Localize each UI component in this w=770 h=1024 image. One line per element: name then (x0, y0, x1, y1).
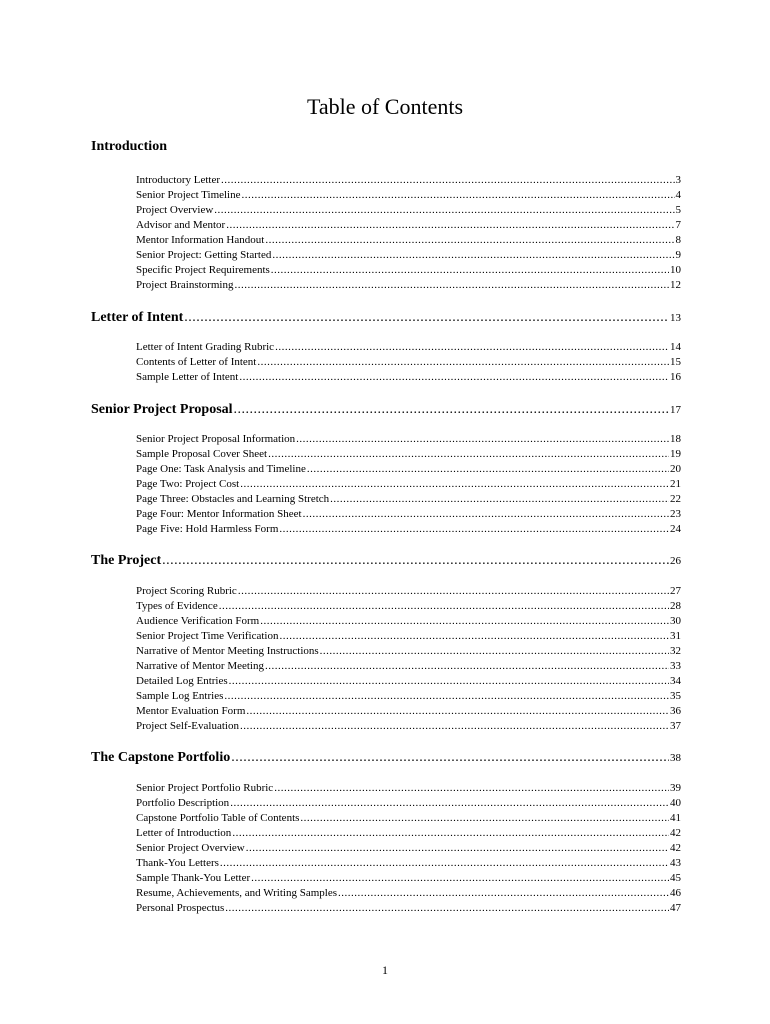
dot-leader (296, 432, 669, 447)
toc-entry-page: 35 (670, 690, 681, 702)
toc-entry-label: Capstone Portfolio Table of Contents (136, 812, 300, 824)
toc-entry-page: 41 (670, 812, 681, 824)
dot-leader (238, 584, 669, 599)
toc-entry-page: 16 (670, 371, 681, 383)
section-heading-label: The Project (91, 553, 162, 568)
toc-entry[interactable] (136, 355, 681, 370)
toc-entry-label: Sample Log Entries (136, 690, 224, 702)
toc-entry-label: Sample Letter of Intent (136, 371, 239, 383)
toc-entry-page: 46 (670, 887, 681, 899)
toc-entry-label: Senior Project Portfolio Rubric (136, 782, 274, 794)
toc-entry-page: 8 (675, 234, 681, 246)
toc-entry[interactable] (136, 614, 681, 629)
toc-entry[interactable] (136, 886, 681, 901)
toc-entry-page: 47 (670, 902, 681, 914)
toc-entry-page: 43 (670, 857, 681, 869)
dot-leader (251, 871, 669, 886)
toc-entry[interactable] (136, 841, 681, 856)
dot-leader (232, 826, 669, 841)
toc-entry-label: Narrative of Mentor Meeting (136, 660, 264, 672)
toc-entry-page: 27 (670, 585, 681, 597)
toc-entry[interactable] (136, 492, 681, 507)
section-heading-label: Letter of Intent (91, 310, 184, 325)
toc-entry[interactable] (136, 826, 681, 841)
toc-entry[interactable] (136, 203, 681, 218)
toc-entry[interactable] (136, 370, 681, 385)
dot-leader (330, 492, 669, 507)
section-heading-introduction: Introduction (91, 139, 167, 154)
toc-entry-page: 5 (675, 204, 681, 216)
toc-entry-page: 36 (670, 705, 681, 717)
dot-leader (320, 644, 669, 659)
toc-entry-page: 18 (670, 433, 681, 445)
dot-leader (274, 781, 669, 796)
toc-entry-label: Mentor Information Handout (136, 234, 265, 246)
dot-leader (265, 233, 674, 248)
toc-entry-page: 12 (670, 279, 681, 291)
toc-entry-page: 4 (675, 189, 681, 201)
toc-entry-page: 45 (670, 872, 681, 884)
toc-entry-page: 22 (670, 493, 681, 505)
dot-leader (229, 674, 669, 689)
toc-entry-page: 24 (670, 523, 681, 535)
toc-entry-label: Senior Project Overview (136, 842, 245, 854)
dot-leader (271, 263, 669, 278)
toc-entry[interactable] (136, 629, 681, 644)
dot-leader (303, 507, 669, 522)
toc-entry-page: 39 (670, 782, 681, 794)
toc-entry[interactable] (136, 704, 681, 719)
toc-entry-page: 37 (670, 720, 681, 732)
toc-entry-label: Page Five: Hold Harmless Form (136, 523, 279, 535)
toc-entry-label: Types of Evidence (136, 600, 218, 612)
toc-entry-label: Project Brainstorming (136, 279, 234, 291)
toc-entry[interactable] (136, 689, 681, 704)
toc-entry-page: 15 (670, 356, 681, 368)
dot-leader (226, 218, 674, 233)
dot-leader (240, 719, 669, 734)
dot-leader (240, 477, 669, 492)
section-heading-senior-project-proposal[interactable] (91, 401, 681, 419)
dot-leader (265, 659, 669, 674)
toc-entry-label: Project Scoring Rubric (136, 585, 237, 597)
toc-entry-page: 19 (670, 448, 681, 460)
toc-entry-page: 33 (670, 660, 681, 672)
dot-leader (184, 309, 669, 327)
toc-entry[interactable] (136, 188, 681, 203)
toc-entry[interactable] (136, 599, 681, 614)
toc-entry[interactable] (136, 522, 681, 537)
toc-entry-label: Personal Prospectus (136, 902, 225, 914)
toc-entry[interactable] (136, 233, 681, 248)
section-heading-page: 13 (670, 312, 681, 324)
toc-entry-label: Introductory Letter (136, 174, 220, 186)
dot-leader (260, 614, 669, 629)
dot-leader (234, 278, 669, 293)
toc-entry-label: Detailed Log Entries (136, 675, 228, 687)
toc-entry-label: Page One: Task Analysis and Timeline (136, 463, 306, 475)
toc-entry-label: Senior Project Time Verification (136, 630, 279, 642)
toc-entry-label: Thank-You Letters (136, 857, 219, 869)
toc-entry-label: Mentor Evaluation Form (136, 705, 246, 717)
toc-entry-label: Letter of Intent Grading Rubric (136, 341, 275, 353)
toc-entry-page: 14 (670, 341, 681, 353)
section-heading-label: Senior Project Proposal (91, 402, 233, 417)
toc-entry[interactable] (136, 432, 681, 447)
toc-entry-label: Page Four: Mentor Information Sheet (136, 508, 302, 520)
toc-entry-label: Page Three: Obstacles and Learning Stretch (136, 493, 330, 505)
toc-entry-label: Resume, Achievements, and Writing Samples (136, 887, 337, 899)
toc-entry-page: 40 (670, 797, 681, 809)
dot-leader (257, 355, 669, 370)
dot-leader (246, 841, 669, 856)
dot-leader (221, 173, 675, 188)
toc-entry-label: Specific Project Requirements (136, 264, 270, 276)
toc-entry-label: Senior Project: Getting Started (136, 249, 272, 261)
toc-entry-label: Contents of Letter of Intent (136, 356, 257, 368)
toc-entry-page: 34 (670, 675, 681, 687)
section-heading-page: 26 (670, 555, 681, 567)
toc-entry[interactable] (136, 507, 681, 522)
dot-leader (220, 856, 669, 871)
toc-entry-page: 28 (670, 600, 681, 612)
toc-entry-label: Project Self-Evaluation (136, 720, 239, 732)
toc-entry-page: 30 (670, 615, 681, 627)
toc-entry[interactable] (136, 644, 681, 659)
toc-entry[interactable] (136, 278, 681, 293)
toc-entry[interactable] (136, 781, 681, 796)
toc-entry[interactable] (136, 477, 681, 492)
toc-entry-label: Letter of Introduction (136, 827, 232, 839)
dot-leader (225, 901, 669, 916)
toc-entry[interactable] (136, 796, 681, 811)
dot-leader (231, 749, 669, 767)
toc-entry-label: Page Two: Project Cost (136, 478, 240, 490)
toc-entry-label: Narrative of Mentor Meeting Instructions (136, 645, 319, 657)
toc-entry-page: 42 (670, 827, 681, 839)
toc-entry[interactable] (136, 248, 681, 263)
toc-entry-label: Senior Project Proposal Information (136, 433, 296, 445)
toc-entry-page: 10 (670, 264, 681, 276)
toc-entry[interactable] (136, 674, 681, 689)
page-title: Table of Contents (306, 94, 464, 119)
section-heading-letter-of-intent[interactable] (91, 309, 681, 327)
toc-entry-label: Sample Proposal Cover Sheet (136, 448, 268, 460)
dot-leader (224, 689, 669, 704)
toc-entry-page: 32 (670, 645, 681, 657)
toc-entry[interactable] (136, 263, 681, 278)
toc-entry-page: 42 (670, 842, 681, 854)
toc-entry-page: 21 (670, 478, 681, 490)
dot-leader (268, 447, 669, 462)
toc-entry[interactable] (136, 719, 681, 734)
toc-entry[interactable] (136, 871, 681, 886)
section-heading-page: 38 (670, 752, 681, 764)
toc-entry-label: Sample Thank-You Letter (136, 872, 251, 884)
toc-entry-label: Project Overview (136, 204, 214, 216)
toc-entry-label: Audience Verification Form (136, 615, 260, 627)
dot-leader (214, 203, 674, 218)
toc-entry[interactable] (136, 811, 681, 826)
toc-entry[interactable] (136, 173, 681, 188)
toc-entry[interactable] (136, 856, 681, 871)
section-heading-the-capstone-portfolio[interactable] (91, 749, 681, 767)
toc-entry[interactable] (136, 659, 681, 674)
section-heading-page: 17 (670, 404, 681, 416)
dot-leader (338, 886, 669, 901)
dot-leader (219, 599, 669, 614)
toc-entry[interactable] (136, 447, 681, 462)
dot-leader (239, 370, 669, 385)
toc-entry-page: 31 (670, 630, 681, 642)
dot-leader (162, 552, 669, 570)
toc-entry-page: 7 (675, 219, 681, 231)
toc-entry[interactable] (136, 901, 681, 916)
toc-entry[interactable] (136, 584, 681, 599)
section-heading-the-project[interactable] (91, 552, 681, 570)
toc-entry-page: 20 (670, 463, 681, 475)
dot-leader (272, 248, 674, 263)
dot-leader (300, 811, 669, 826)
toc-entry-page: 9 (675, 249, 681, 261)
toc-entry-page: 3 (675, 174, 681, 186)
dot-leader (242, 188, 675, 203)
toc-entry[interactable] (136, 462, 681, 477)
dot-leader (275, 340, 669, 355)
toc-entry-label: Advisor and Mentor (136, 219, 226, 231)
toc-entry[interactable] (136, 218, 681, 233)
page-number: 1 (382, 963, 388, 977)
dot-leader (279, 522, 669, 537)
dot-leader (234, 401, 669, 419)
toc-entry[interactable] (136, 340, 681, 355)
dot-leader (246, 704, 669, 719)
toc-entry-label: Portfolio Description (136, 797, 230, 809)
toc-entry-label: Senior Project Timeline (136, 189, 241, 201)
dot-leader (279, 629, 669, 644)
dot-leader (230, 796, 669, 811)
toc-entry-page: 23 (670, 508, 681, 520)
section-heading-label: The Capstone Portfolio (91, 750, 231, 765)
dot-leader (307, 462, 669, 477)
